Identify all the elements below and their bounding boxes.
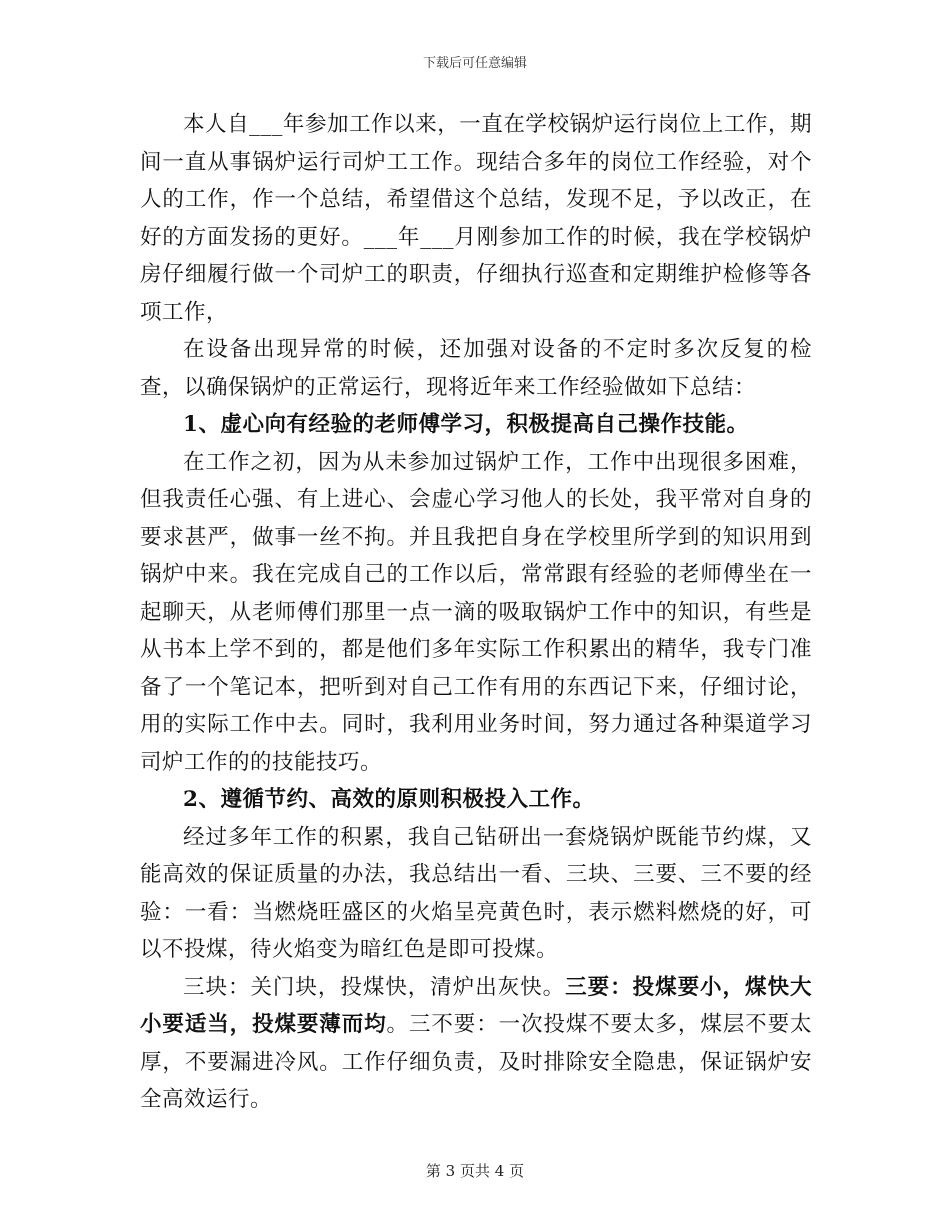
paragraph-learning: 在工作之初，因为从未参加过锅炉工作，工作中出现很多困难，但我责任心强、有上进心、会虚心学习他人的长处，我平常对自身的要求甚严，做事一丝不拘。并且我把自身在学校里所学到的知识用到锅炉中来。我在完成自己的工作以后，常常跟有经验的老师傅坐在一起聊天，从老师傅们那里一点一滴的吸取锅炉工作中的知识，有些是从书本上学不到的，都是他们多年实际工作积累出的精华，我专门准备了一个笔记本，把听到对自己工作有用的东西记下来，仔细讨论，用的实际工作中去。同时，我利用业务时间，努力通过各种渠道学习司炉工作的的技能技巧。: [140, 449, 812, 775]
paragraph-three-rules: [140, 969, 812, 1119]
page-header: 下载后可任意编辑: [422, 56, 527, 71]
section-heading-1: 1、虚心向有经验的老师傅学习，积极提高自己操作技能。: [183, 412, 749, 437]
paragraph-intro: 本人自___年参加工作以来，一直在学校锅炉运行岗位上工作，期间一直从事锅炉运行司炉工工作。现结合多年的岗位工作经验，对个人的工作，作一个总结，希望借这个总结，发现不足，予以改正，在好的方面发扬的更好。___年___月刚参加工作的时候，我在学校锅炉房仔细履行做一个司炉工的职责，仔细执行巡查和定期维护检修等各项工作，: [140, 112, 812, 325]
three-donts-text: 。三不要：一次投煤不要太多，煤层不要太厚，不要漏进冷风。工作仔细负责，及时排除安全隐患，保证锅炉安全高效运行。: [140, 1012, 812, 1112]
document-body: [140, 106, 812, 1119]
paragraph-equipment-check: 在设备出现异常的时候，还加强对设备的不定时多次反复的检查，以确保锅炉的正常运行，现将近年来工作经验做如下总结：: [140, 337, 812, 400]
three-musts-text: 三要：投煤要小，煤快大小要适当，投煤要薄而均: [140, 974, 812, 1037]
three-quick-text: 三块：关门块，投煤快，清炉出灰快。: [183, 974, 566, 1000]
page-number: 第 3 页共 4 页: [425, 1162, 525, 1180]
section-heading-2: 2、遵循节约、高效的原则积极投入工作。: [183, 787, 595, 812]
paragraph-experience: 经过多年工作的积累，我自己钻研出一套烧锅炉既能节约煤，又能高效的保证质量的办法，我总结出一看、三块、三要、三不要的经验：一看：当燃烧旺盛区的火焰呈亮黄色时，表示燃料燃烧的好，可以不投煤，待火焰变为暗红色是即可投煤。: [140, 824, 812, 962]
